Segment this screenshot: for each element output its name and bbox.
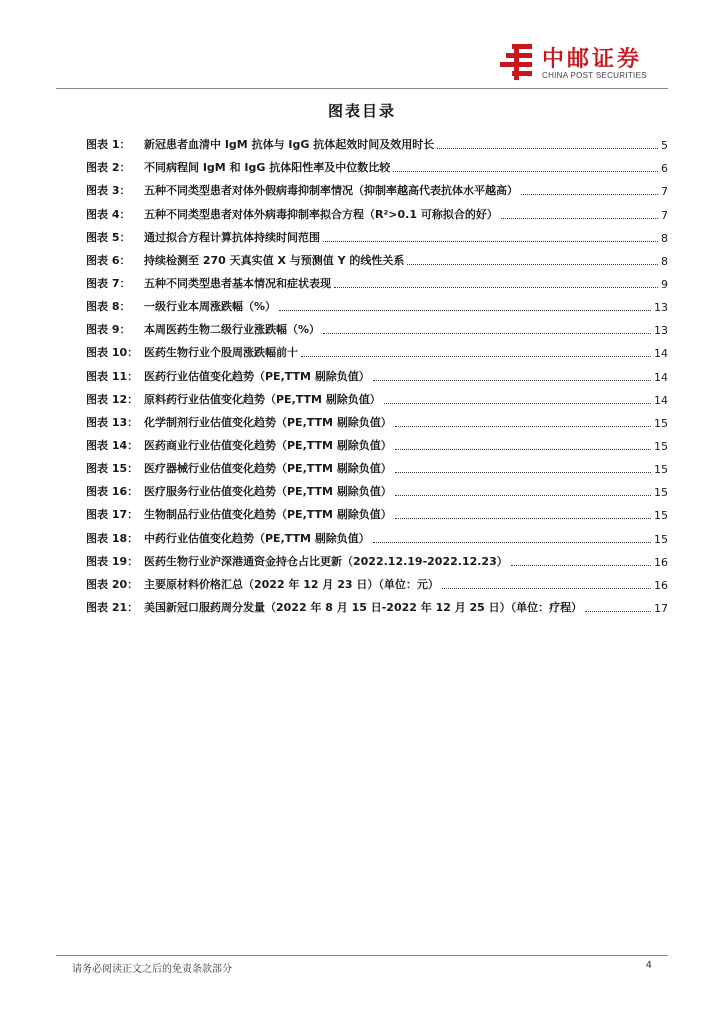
- toc-entry-label: 图表 20：: [86, 577, 139, 591]
- toc-entry[interactable]: [86, 569, 668, 592]
- toc-leader-dots: [279, 310, 651, 311]
- toc-entry[interactable]: [86, 430, 668, 453]
- header-divider: [56, 88, 668, 89]
- toc-entry-page: 14: [654, 347, 668, 361]
- toc-entry-title: 五种不同类型患者基本情况和症状表现: [144, 276, 331, 290]
- toc-entry-page: 8: [661, 231, 668, 245]
- toc-leader-dots: [511, 565, 651, 566]
- toc-leader-dots: [384, 403, 651, 404]
- toc-leader-dots: [395, 495, 651, 496]
- toc-entry-page: 7: [661, 208, 668, 222]
- toc-leader-dots: [323, 241, 658, 242]
- figure-list: [86, 129, 668, 615]
- toc-entry-title: 医药生物行业沪深港通资金持仓占比更新（2022.12.19-2022.12.23）: [144, 554, 508, 568]
- footer-divider: [56, 955, 668, 956]
- toc-entry-title: 医药行业估值变化趋势（PE,TTM 剔除负值）: [144, 369, 370, 383]
- toc-entry-page: 15: [654, 486, 668, 500]
- toc-entry-title: 医药生物行业个股周涨跌幅前十: [144, 346, 298, 360]
- toc-entry-page: 6: [661, 162, 668, 176]
- page-number: 4: [645, 960, 652, 971]
- toc-entry-label: 图表 4：: [86, 207, 131, 221]
- toc-entry-label: 图表 13：: [86, 415, 139, 429]
- brand-name-cn: 中邮证券: [542, 47, 643, 72]
- toc-entry-title: 化学制剂行业估值变化趋势（PE,TTM 剔除负值）: [144, 415, 392, 429]
- toc-entry-label: 图表 9：: [86, 323, 131, 337]
- toc-entry-page: 8: [661, 254, 668, 268]
- toc-entry-title: 五种不同类型患者对体外假病毒抑制率情况（抑制率越高代表抗体水平越高）: [144, 184, 518, 198]
- toc-entry-label: 图表 15：: [86, 462, 139, 476]
- toc-entry[interactable]: [86, 453, 668, 476]
- toc-entry-label: 图表 10：: [86, 346, 139, 360]
- toc-entry-label: 图表 7：: [86, 276, 131, 290]
- toc-entry-label: 图表 17：: [86, 508, 139, 522]
- company-logo: [498, 42, 668, 86]
- toc-entry-label: 图表 19：: [86, 554, 139, 568]
- toc-entry-title: 不同病程间 IgM 和 IgG 抗体阳性率及中位数比较: [144, 161, 391, 175]
- toc-entry-page: 17: [654, 601, 668, 615]
- page-header: [56, 40, 668, 88]
- toc-leader-dots: [501, 218, 658, 219]
- toc-leader-dots: [395, 518, 651, 519]
- toc-leader-dots: [373, 542, 651, 543]
- toc-entry[interactable]: [86, 129, 668, 152]
- toc-entry[interactable]: [86, 245, 668, 268]
- toc-entry[interactable]: [86, 522, 668, 545]
- toc-entry-title: 医疗器械行业估值变化趋势（PE,TTM 剔除负值）: [144, 462, 392, 476]
- toc-entry-page: 16: [654, 555, 668, 569]
- toc-entry[interactable]: [86, 314, 668, 337]
- toc-entry-label: 图表 12：: [86, 392, 139, 406]
- toc-entry-title: 本周医药生物二级行业涨跌幅（%）: [144, 323, 321, 337]
- toc-entry-label: 图表 2：: [86, 161, 131, 175]
- toc-entry-label: 图表 5：: [86, 230, 131, 244]
- toc-leader-dots: [585, 611, 651, 612]
- toc-entry-title: 原料药行业估值变化趋势（PE,TTM 剔除负值）: [144, 392, 381, 406]
- toc-leader-dots: [395, 426, 651, 427]
- toc-leader-dots: [301, 356, 651, 357]
- toc-entry-page: 15: [654, 509, 668, 523]
- toc-entry-label: 图表 14：: [86, 438, 139, 452]
- toc-entry-title: 美国新冠口服药周分发量（2022 年 8 月 15 日-2022 年 12 月 25 日）（单位：疗程）: [144, 600, 583, 614]
- toc-leader-dots: [442, 588, 651, 589]
- toc-leader-dots: [334, 287, 658, 288]
- toc-entry[interactable]: [86, 268, 668, 291]
- toc-entry-title: 主要原材料价格汇总（2022 年 12 月 23 日）（单位：元）: [144, 577, 439, 591]
- china-post-logo-icon: [498, 42, 536, 82]
- toc-entry-title: 一级行业本周涨跌幅（%）: [144, 300, 277, 314]
- toc-entry[interactable]: [86, 175, 668, 198]
- toc-leader-dots: [521, 194, 658, 195]
- toc-entry[interactable]: [86, 384, 668, 407]
- toc-leader-dots: [395, 472, 651, 473]
- toc-entry-page: 13: [654, 324, 668, 338]
- toc-entry-title: 通过拟合方程计算抗体持续时间范围: [144, 230, 320, 244]
- toc-entry-label: 图表 1：: [86, 138, 131, 152]
- toc-entry[interactable]: [86, 337, 668, 360]
- toc-entry-label: 图表 6：: [86, 253, 131, 267]
- toc-entry-page: 5: [661, 139, 668, 153]
- toc-leader-dots: [323, 333, 651, 334]
- toc-leader-dots: [393, 171, 658, 172]
- toc-entry-page: 14: [654, 370, 668, 384]
- toc-entry-page: 15: [654, 532, 668, 546]
- toc-entry[interactable]: [86, 407, 668, 430]
- toc-entry-label: 图表 18：: [86, 531, 139, 545]
- toc-entry-title: 医疗服务行业估值变化趋势（PE,TTM 剔除负值）: [144, 485, 392, 499]
- toc-entry[interactable]: [86, 222, 668, 245]
- toc-entry[interactable]: [86, 291, 668, 314]
- toc-entry-page: 7: [661, 185, 668, 199]
- toc-entry-label: 图表 16：: [86, 485, 139, 499]
- toc-entry-page: 15: [654, 439, 668, 453]
- toc-entry-title: 中药行业估值变化趋势（PE,TTM 剔除负值）: [144, 531, 370, 545]
- toc-entry-label: 图表 3：: [86, 184, 131, 198]
- disclaimer-note: 请务必阅读正文之后的免责条款部分: [72, 964, 232, 975]
- brand-name-en: CHINA POST SECURITIES: [542, 71, 647, 80]
- toc-entry-label: 图表 11：: [86, 369, 139, 383]
- toc-entry[interactable]: [86, 152, 668, 175]
- toc-entry-title: 生物制品行业估值变化趋势（PE,TTM 剔除负值）: [144, 508, 392, 522]
- toc-entry[interactable]: [86, 198, 668, 221]
- toc-entry-page: 15: [654, 416, 668, 430]
- toc-title: 图表目录: [327, 102, 396, 120]
- toc-entry-title: 五种不同类型患者对体外病毒抑制率拟合方程（R²>0.1 可称拟合的好）: [144, 207, 498, 221]
- toc-entry-page: 13: [654, 301, 668, 315]
- toc-entry-page: 14: [654, 393, 668, 407]
- toc-entry[interactable]: [86, 592, 668, 615]
- toc-leader-dots: [395, 449, 651, 450]
- toc-leader-dots: [407, 264, 658, 265]
- toc-entry-label: 图表 8：: [86, 300, 131, 314]
- toc-entry-title: 持续检测至 270 天真实值 X 与预测值 Y 的线性关系: [144, 253, 405, 267]
- toc-entry[interactable]: [86, 476, 668, 499]
- toc-entry[interactable]: [86, 360, 668, 383]
- toc-entry-title: 新冠患者血清中 IgM 抗体与 IgG 抗体起效时间及效用时长: [144, 138, 435, 152]
- toc-entry-page: 16: [654, 578, 668, 592]
- toc-entry-page: 15: [654, 463, 668, 477]
- toc-entry[interactable]: [86, 499, 668, 522]
- toc-entry-page: 9: [661, 277, 668, 291]
- toc-leader-dots: [437, 148, 658, 149]
- toc-entry[interactable]: [86, 546, 668, 569]
- toc-leader-dots: [373, 380, 651, 381]
- toc-entry-title: 医药商业行业估值变化趋势（PE,TTM 剔除负值）: [144, 438, 392, 452]
- toc-entry-label: 图表 21：: [86, 600, 139, 614]
